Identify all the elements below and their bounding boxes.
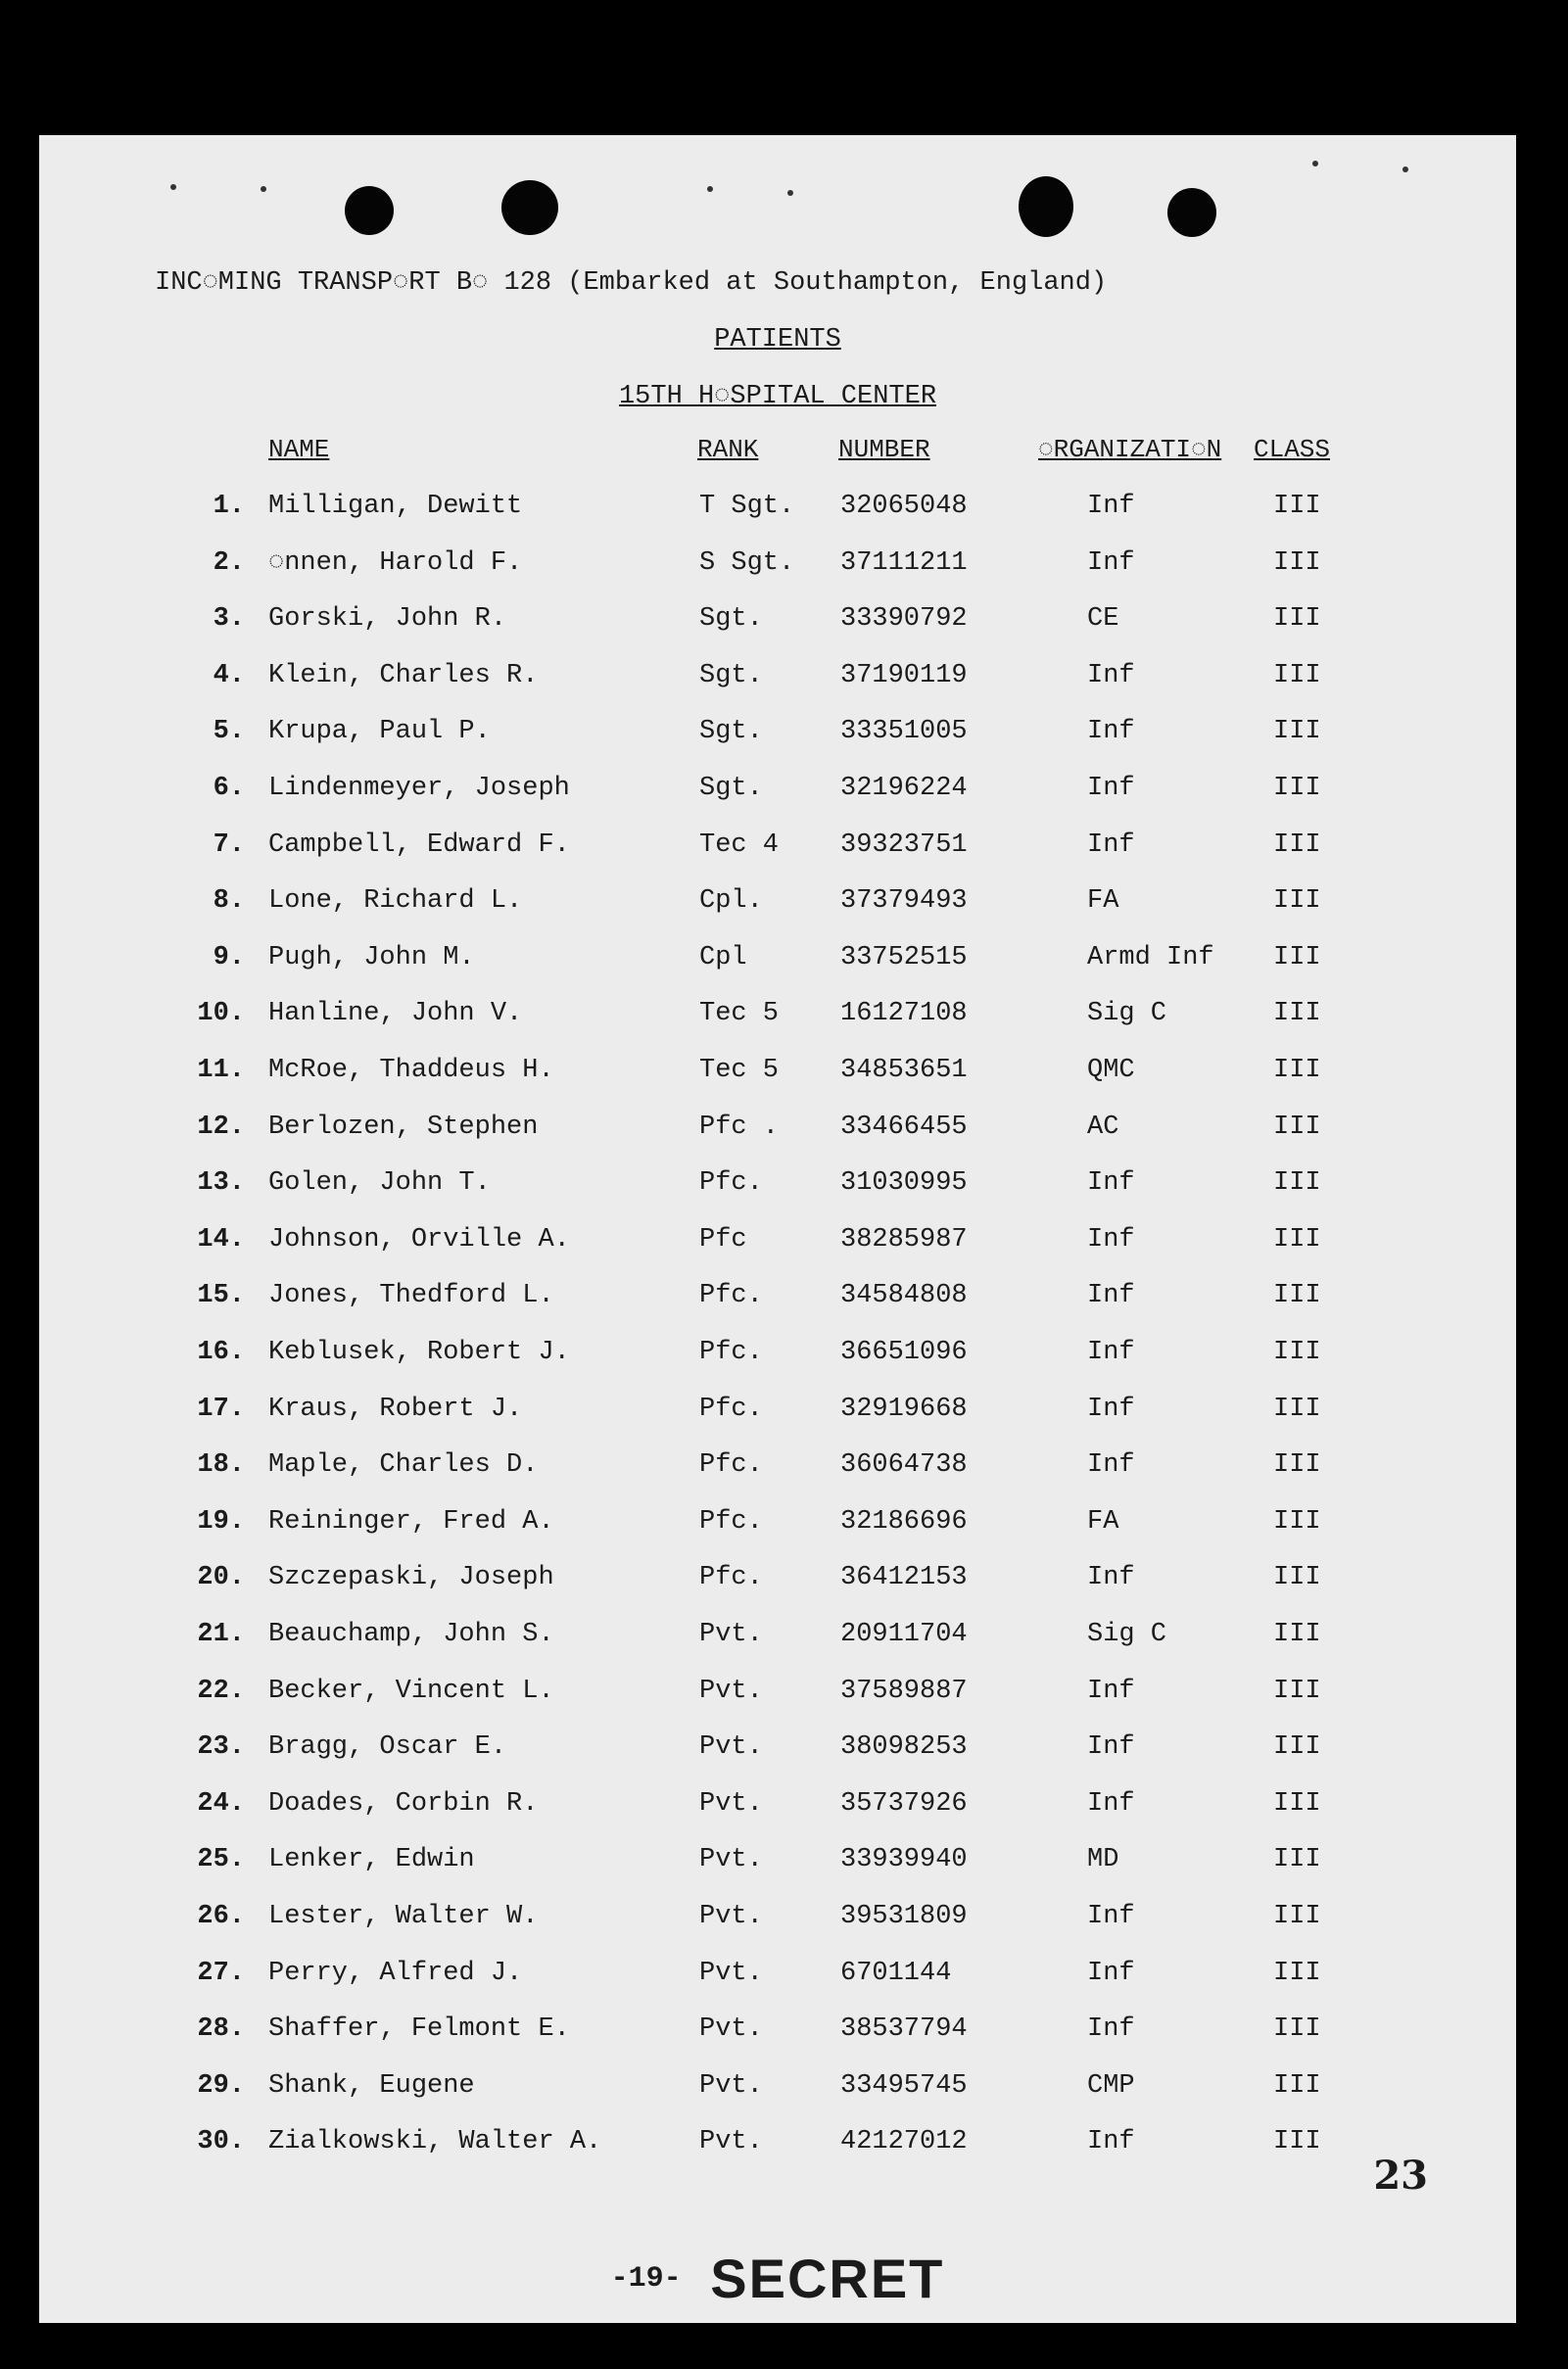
patient-rank: Pvt. [699, 2127, 763, 2157]
patient-rank: Pvt. [699, 1902, 763, 1931]
stray-mark [261, 186, 266, 192]
row-index: 1. [213, 492, 245, 521]
patient-rank: Tec 4 [699, 829, 780, 860]
row-index: 19. [197, 1506, 245, 1537]
patient-organization: Armd Inf [1087, 942, 1214, 972]
patient-serial-number: 38285987 [840, 1224, 968, 1255]
patient-class: III [1273, 1620, 1321, 1649]
patient-organization: Inf [1087, 774, 1135, 803]
patient-rank: Pvt. [699, 2014, 763, 2045]
patient-organization: Inf [1087, 1450, 1135, 1481]
table-row [39, 1056, 1516, 1095]
punch-hole [1019, 176, 1073, 237]
stray-mark [707, 186, 713, 192]
patient-rank: Sgt. [699, 604, 763, 635]
patient-rank: Pfc. [699, 1168, 763, 1199]
patient-serial-number: 32196224 [840, 774, 968, 803]
row-index: 17. [197, 1394, 245, 1424]
table-row [39, 1845, 1516, 1884]
patient-organization: Sig C [1087, 999, 1167, 1029]
patient-name: Kraus, Robert J. [268, 1394, 523, 1424]
patient-organization: QMC [1087, 1056, 1135, 1085]
patient-class: III [1273, 1788, 1321, 1819]
patient-serial-number: 16127108 [840, 999, 968, 1029]
patient-organization: Inf [1087, 1902, 1135, 1931]
stray-mark [1312, 161, 1318, 166]
column-header-number: NUMBER [838, 435, 930, 464]
patient-organization: Sig C [1087, 1620, 1167, 1649]
patient-organization: Inf [1087, 1224, 1135, 1255]
patient-serial-number: 37379493 [840, 886, 968, 917]
patient-serial-number: 38098253 [840, 1732, 968, 1763]
patient-rank: Pvt. [699, 1620, 763, 1649]
patient-class: III [1273, 547, 1321, 578]
row-index: 27. [197, 1958, 245, 1988]
punch-hole [345, 186, 394, 235]
table-row [39, 492, 1516, 531]
patient-rank: Pfc. [699, 1394, 763, 1424]
patient-organization: MD [1087, 1845, 1119, 1875]
patient-class: III [1273, 2014, 1321, 2045]
patient-organization: Inf [1087, 717, 1135, 747]
patient-organization: Inf [1087, 1394, 1135, 1424]
patient-rank: Pfc. [699, 1506, 763, 1537]
row-index: 26. [197, 1902, 245, 1931]
patient-rank: Pfc [699, 1224, 747, 1255]
patient-name: Maple, Charles D. [268, 1450, 539, 1481]
patient-name: Becker, Vincent L. [268, 1676, 554, 1706]
stray-mark [787, 190, 793, 196]
document-subtitle: PATIENTS [714, 325, 841, 355]
patient-rank: Tec 5 [699, 999, 780, 1029]
patient-name: Shank, Eugene [268, 2070, 475, 2101]
row-index: 10. [197, 999, 245, 1029]
patient-organization: CE [1087, 604, 1119, 635]
table-row [39, 717, 1516, 756]
table-row [39, 1168, 1516, 1208]
table-row [39, 1338, 1516, 1377]
patient-class: III [1273, 1676, 1321, 1706]
patient-class: III [1273, 942, 1321, 972]
table-row [39, 604, 1516, 643]
patient-rank: Pfc. [699, 1563, 763, 1593]
patient-class: III [1273, 2070, 1321, 2101]
footer [39, 2247, 1516, 2310]
patient-class: III [1273, 1845, 1321, 1875]
patient-serial-number: 36412153 [840, 1563, 968, 1593]
table-row [39, 1507, 1516, 1546]
row-index: 15. [197, 1281, 245, 1311]
patient-name: Berlozen, Stephen [268, 1112, 539, 1142]
patient-organization: CMP [1087, 2070, 1135, 2101]
patient-serial-number: 20911704 [840, 1620, 968, 1649]
table-row [39, 774, 1516, 813]
column-header-class: CLASS [1254, 435, 1331, 464]
patient-organization: Inf [1087, 1676, 1135, 1706]
patient-class: III [1273, 1563, 1321, 1593]
table-row [39, 1732, 1516, 1772]
stray-mark [1402, 166, 1408, 172]
patient-serial-number: 36064738 [840, 1450, 968, 1481]
patient-serial-number: 37589887 [840, 1676, 968, 1706]
stray-mark [170, 184, 176, 190]
patient-rank: Pfc. [699, 1338, 763, 1367]
row-index: 18. [197, 1450, 245, 1481]
patient-rank: Cpl [699, 942, 747, 972]
patient-class: III [1273, 1338, 1321, 1367]
patient-class: III [1273, 1450, 1321, 1481]
patient-name: Klein, Charles R. [268, 660, 539, 690]
patient-serial-number: 34853651 [840, 1056, 968, 1085]
patient-serial-number: 39531809 [840, 1902, 968, 1931]
row-index: 20. [197, 1563, 245, 1593]
patient-rank: T Sgt. [699, 492, 795, 521]
patient-name: Keblusek, Robert J. [268, 1338, 570, 1367]
patient-rank: Pvt. [699, 1958, 763, 1988]
punch-hole [501, 180, 558, 235]
table-row [39, 661, 1516, 700]
patient-organization: Inf [1087, 660, 1135, 690]
patient-serial-number: 33390792 [840, 604, 968, 635]
patient-name: Lenker, Edwin [268, 1845, 475, 1875]
row-index: 11. [197, 1056, 245, 1085]
patient-name: Perry, Alfred J. [268, 1958, 523, 1988]
patient-organization: Inf [1087, 492, 1135, 521]
patient-serial-number: 34584808 [840, 1281, 968, 1311]
patient-class: III [1273, 774, 1321, 803]
patient-organization: Inf [1087, 1563, 1135, 1593]
patient-class: III [1273, 1281, 1321, 1311]
patient-name: Zialkowski, Walter A. [268, 2127, 602, 2157]
patient-class: III [1273, 717, 1321, 747]
patient-rank: Pfc. [699, 1281, 763, 1311]
patient-serial-number: 35737926 [840, 1788, 968, 1819]
table-row [39, 830, 1516, 870]
patient-organization: Inf [1087, 1788, 1135, 1819]
patient-serial-number: 37190119 [840, 660, 968, 690]
patient-class: III [1273, 1394, 1321, 1424]
table-row [39, 1620, 1516, 1659]
patient-organization: Inf [1087, 547, 1135, 578]
table-row [39, 1281, 1516, 1320]
patient-serial-number: 32919668 [840, 1394, 968, 1424]
patient-organization: FA [1087, 886, 1119, 917]
patient-name: Pugh, John M. [268, 942, 475, 972]
patient-class: III [1273, 660, 1321, 690]
column-header-rank: RANK [697, 435, 759, 464]
page-number: 23 [1373, 2153, 1428, 2199]
table-row [39, 1789, 1516, 1828]
patient-serial-number: 33752515 [840, 942, 968, 972]
row-index: 28. [197, 2014, 245, 2045]
patient-organization: Inf [1087, 1338, 1135, 1367]
patient-class: III [1273, 1112, 1321, 1142]
patient-name: Hanline, John V. [268, 999, 523, 1029]
patient-rank: Pvt. [699, 1676, 763, 1706]
row-index: 22. [197, 1676, 245, 1706]
patient-name: Campbell, Edward F. [268, 829, 570, 860]
patient-class: III [1273, 2127, 1321, 2157]
table-row [39, 1225, 1516, 1264]
patient-class: III [1273, 604, 1321, 635]
patient-serial-number: 38537794 [840, 2014, 968, 2045]
patient-class: III [1273, 1958, 1321, 1988]
classification-stamp: SECRET [710, 2248, 945, 2309]
patient-name: Doades, Corbin R. [268, 1788, 539, 1819]
patient-rank: Pfc. [699, 1450, 763, 1481]
table-row [39, 2127, 1516, 2166]
patient-rank: Sgt. [699, 717, 763, 747]
row-index: 6. [213, 774, 245, 803]
patient-organization: Inf [1087, 2014, 1135, 2045]
table-row [39, 1959, 1516, 1998]
patient-name: Reininger, Fred A. [268, 1506, 554, 1537]
patient-serial-number: 36651096 [840, 1338, 968, 1367]
row-index: 23. [197, 1732, 245, 1763]
patient-name: Shaffer, Felmont E. [268, 2014, 570, 2045]
patient-class: III [1273, 1056, 1321, 1085]
table-row [39, 999, 1516, 1038]
table-row [39, 886, 1516, 925]
patient-serial-number: 33495745 [840, 2070, 968, 2101]
patient-rank: Pvt. [699, 1845, 763, 1875]
patient-name: ◌nnen, Harold F. [268, 547, 523, 578]
document-title: INC◌MING TRANSP◌RT B◌ 128 (Embarked at Southampton, England) [155, 268, 1108, 298]
patient-serial-number: 32186696 [840, 1506, 968, 1537]
table-row [39, 2014, 1516, 2054]
patient-name: Lester, Walter W. [268, 1902, 539, 1931]
patient-organization: Inf [1087, 1281, 1135, 1311]
table-row [39, 1450, 1516, 1490]
patient-name: Lone, Richard L. [268, 886, 523, 917]
patient-organization: Inf [1087, 1168, 1135, 1199]
patient-rank: Pfc . [699, 1112, 780, 1142]
patient-name: Jones, Thedford L. [268, 1281, 554, 1311]
patient-organization: Inf [1087, 2127, 1135, 2157]
row-index: 14. [197, 1224, 245, 1255]
patient-rank: Pvt. [699, 1788, 763, 1819]
table-row [39, 1677, 1516, 1716]
patient-class: III [1273, 1224, 1321, 1255]
row-index: 12. [197, 1112, 245, 1142]
row-index: 9. [213, 942, 245, 972]
row-index: 2. [213, 547, 245, 578]
table-row [39, 1395, 1516, 1434]
column-header-organization: ◌RGANIZATI◌N [1038, 435, 1222, 464]
patient-rank: Tec 5 [699, 1056, 780, 1085]
document-page [39, 135, 1516, 2323]
patient-class: III [1273, 1902, 1321, 1931]
patient-serial-number: 37111211 [840, 547, 968, 578]
footer-page-label: -19- [610, 2261, 682, 2296]
patient-serial-number: 33466455 [840, 1112, 968, 1142]
row-index: 3. [213, 604, 245, 635]
patient-organization: FA [1087, 1506, 1119, 1537]
patient-organization: Inf [1087, 1958, 1135, 1988]
patient-class: III [1273, 886, 1321, 917]
row-index: 4. [213, 660, 245, 690]
patient-class: III [1273, 492, 1321, 521]
patient-name: Krupa, Paul P. [268, 717, 491, 747]
patient-class: III [1273, 1732, 1321, 1763]
patient-name: McRoe, Thaddeus H. [268, 1056, 554, 1085]
patient-name: Golen, John T. [268, 1168, 491, 1199]
patient-class: III [1273, 999, 1321, 1029]
patient-class: III [1273, 1506, 1321, 1537]
table-row [39, 1902, 1516, 1941]
row-index: 21. [197, 1620, 245, 1649]
patient-name: Johnson, Orville A. [268, 1224, 570, 1255]
row-index: 29. [197, 2070, 245, 2101]
table-row [39, 548, 1516, 588]
patient-class: III [1273, 1168, 1321, 1199]
patient-rank: Pvt. [699, 1732, 763, 1763]
table-row [39, 943, 1516, 982]
patient-name: Gorski, John R. [268, 604, 507, 635]
patient-serial-number: 31030995 [840, 1168, 968, 1199]
punch-hole [1167, 188, 1216, 237]
patient-serial-number: 33939940 [840, 1845, 968, 1875]
patient-serial-number: 39323751 [840, 829, 968, 860]
patient-name: Beauchamp, John S. [268, 1620, 554, 1649]
patient-serial-number: 33351005 [840, 717, 968, 747]
patient-organization: Inf [1087, 1732, 1135, 1763]
patient-rank: Sgt. [699, 660, 763, 690]
row-index: 5. [213, 717, 245, 747]
patient-name: Bragg, Oscar E. [268, 1732, 507, 1763]
row-index: 24. [197, 1788, 245, 1819]
patient-class: III [1273, 829, 1321, 860]
patient-name: Lindenmeyer, Joseph [268, 774, 570, 803]
row-index: 13. [197, 1168, 245, 1199]
patient-rank: Pvt. [699, 2070, 763, 2101]
row-index: 7. [213, 829, 245, 860]
patient-rank: S Sgt. [699, 547, 795, 578]
patient-name: Milligan, Dewitt [268, 492, 523, 521]
patient-serial-number: 32065048 [840, 492, 968, 521]
patient-serial-number: 6701144 [840, 1958, 952, 1988]
row-index: 16. [197, 1338, 245, 1367]
patient-organization: AC [1087, 1112, 1119, 1142]
column-header-name: NAME [268, 435, 330, 464]
row-index: 8. [213, 886, 245, 917]
table-row [39, 1113, 1516, 1152]
row-index: 30. [197, 2127, 245, 2157]
patient-organization: Inf [1087, 829, 1135, 860]
patient-serial-number: 42127012 [840, 2127, 968, 2157]
section-heading: 15TH H◌SPITAL CENTER [618, 382, 937, 411]
table-row [39, 2071, 1516, 2110]
patient-rank: Sgt. [699, 774, 763, 803]
table-row [39, 1563, 1516, 1602]
patient-name: Szczepaski, Joseph [268, 1563, 554, 1593]
patient-rank: Cpl. [699, 886, 763, 917]
row-index: 25. [197, 1845, 245, 1875]
